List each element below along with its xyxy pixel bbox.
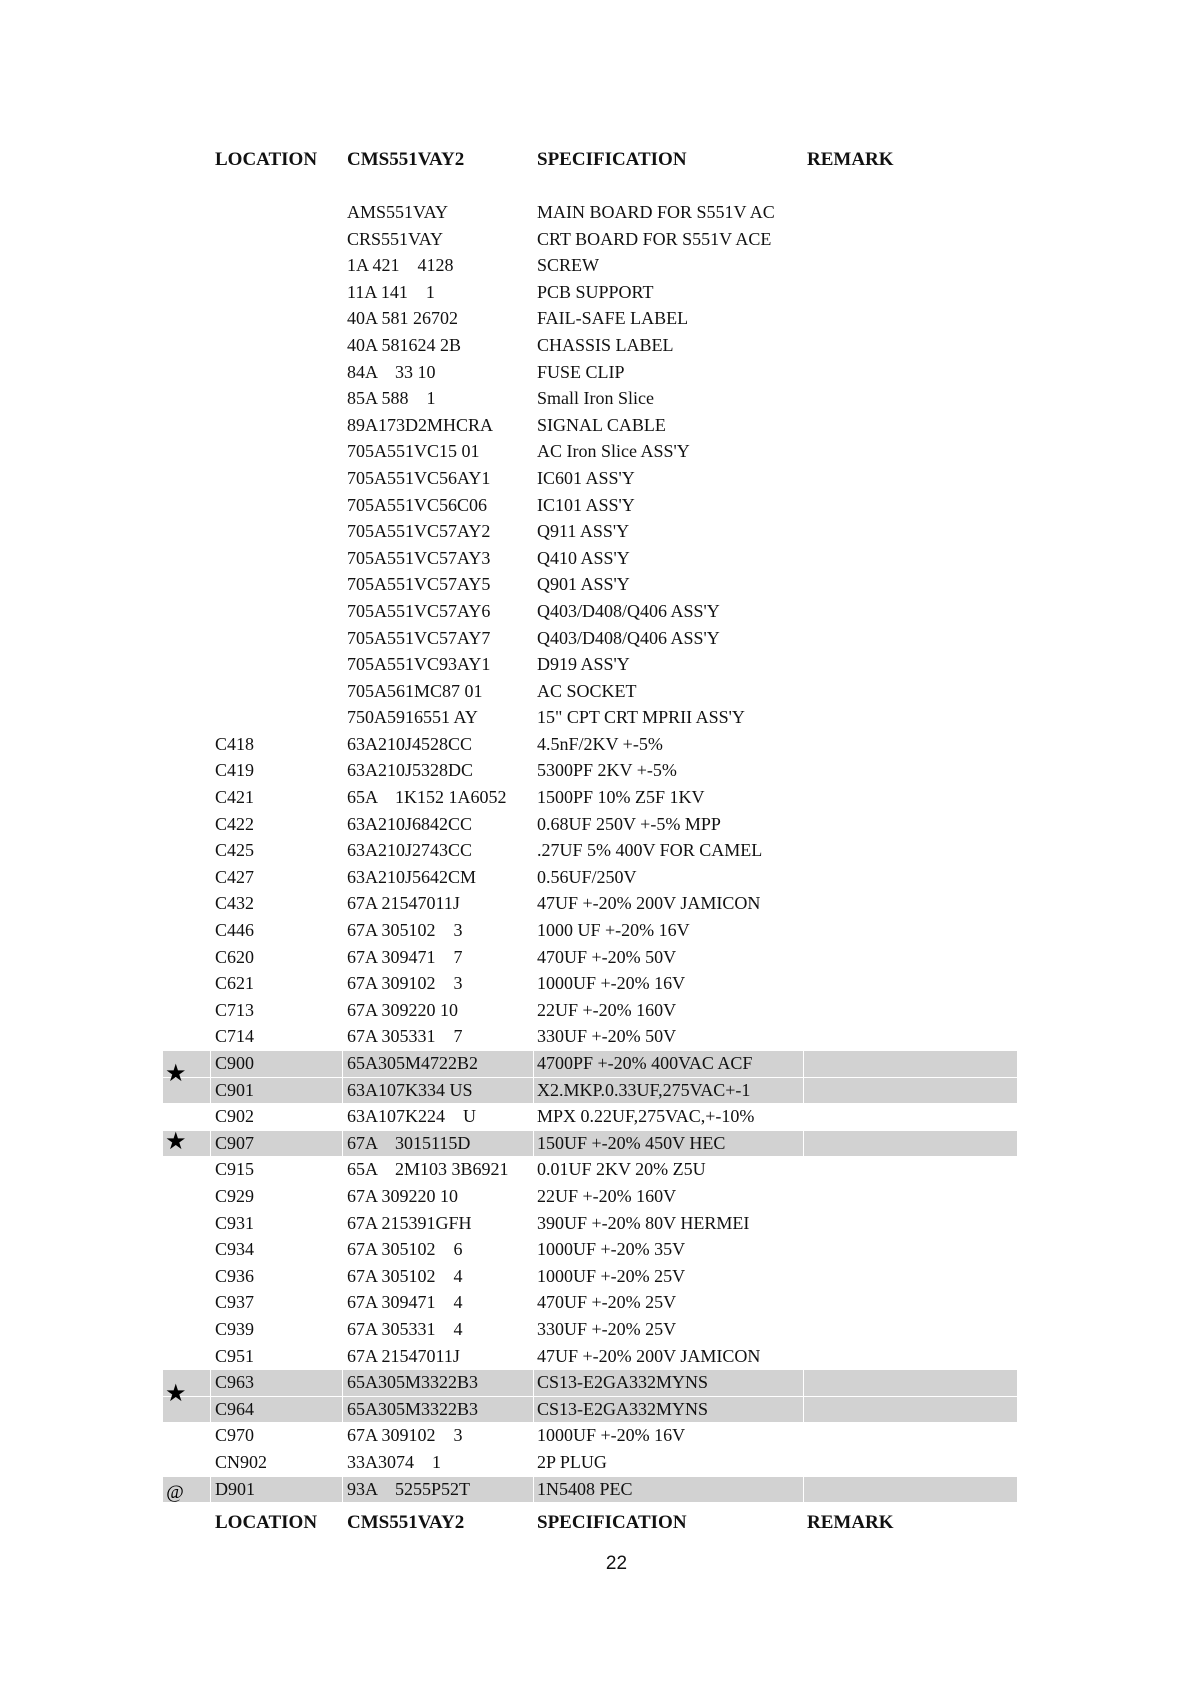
row-part-number: 63A210J6842CC xyxy=(347,813,473,834)
row-part-number: 40A 581 26702 xyxy=(347,308,459,329)
row-location: C937 xyxy=(215,1292,255,1313)
row-part-number: 67A 3015115D xyxy=(347,1132,471,1153)
table-row xyxy=(0,970,1191,997)
row-specification: 4700PF +-20% 400VAC ACF xyxy=(537,1053,753,1073)
table-row xyxy=(0,678,1191,705)
table-row xyxy=(0,1236,1191,1263)
table-row xyxy=(0,704,1191,731)
row-specification: Q901 ASS'Y xyxy=(537,574,630,595)
row-location: C418 xyxy=(215,733,255,754)
row-specification: AC SOCKET xyxy=(537,680,637,701)
table-row xyxy=(0,492,1191,519)
footer-header-location: LOCATION xyxy=(215,1512,318,1533)
table-row xyxy=(0,305,1191,332)
table-row xyxy=(0,1103,1191,1130)
row-specification: PCB SUPPORT xyxy=(537,281,654,302)
table-row xyxy=(0,944,1191,971)
row-specification: .27UF 5% 400V FOR CAMEL xyxy=(537,840,763,861)
row-part-number: 63A107K224 U xyxy=(347,1106,476,1127)
table-row xyxy=(0,811,1191,838)
row-specification: FAIL-SAFE LABEL xyxy=(537,308,689,329)
cell-divider xyxy=(803,1397,804,1423)
row-location: C951 xyxy=(215,1345,255,1366)
footer-header-part-number: CMS551VAY2 xyxy=(347,1512,465,1533)
row-specification: 0.01UF 2KV 20% Z5U xyxy=(537,1159,706,1180)
cell-divider xyxy=(342,1078,343,1104)
row-part-number: 705A551VC57AY3 xyxy=(347,547,491,568)
table-row xyxy=(0,837,1191,864)
table-row xyxy=(0,226,1191,253)
star-mark-c907: ★ xyxy=(165,1127,187,1155)
row-part-number: 705A551VC57AY7 xyxy=(347,627,491,648)
table-row xyxy=(0,545,1191,572)
table-row xyxy=(0,757,1191,784)
row-location: C421 xyxy=(215,787,255,808)
cell-divider xyxy=(803,1051,804,1077)
star-mark-c900-c901: ★ xyxy=(165,1059,187,1087)
cell-divider xyxy=(342,1370,343,1396)
row-part-number: 11A 141 1 xyxy=(347,281,435,302)
cell-divider xyxy=(210,1131,211,1157)
row-specification: 330UF +-20% 50V xyxy=(537,1026,677,1047)
row-part-number: 65A305M3322B3 xyxy=(347,1372,479,1393)
row-location: C432 xyxy=(215,893,255,914)
row-location: C963 xyxy=(215,1372,255,1393)
row-part-number: 750A5916551 AY xyxy=(347,707,478,728)
row-specification: 15" CPT CRT MPRII ASS'Y xyxy=(537,707,745,728)
cell-divider xyxy=(210,1397,211,1423)
row-specification: 1000 UF +-20% 16V xyxy=(537,920,690,941)
row-part-number: 67A 305102 6 xyxy=(347,1239,463,1260)
row-specification: 390UF +-20% 80V HERMEI xyxy=(537,1212,750,1233)
row-specification: 22UF +-20% 160V xyxy=(537,1185,677,1206)
table-row xyxy=(0,332,1191,359)
row-location: C446 xyxy=(215,920,255,941)
table-row xyxy=(0,1343,1191,1370)
row-specification: CHASSIS LABEL xyxy=(537,334,674,355)
cell-divider xyxy=(533,1051,534,1077)
table-row xyxy=(0,917,1191,944)
row-specification: 47UF +-20% 200V JAMICON xyxy=(537,893,761,914)
row-part-number: 89A173D2MHCRA xyxy=(347,414,494,435)
row-specification: SCREW xyxy=(537,255,600,276)
row-part-number: 67A 215391GFH xyxy=(347,1212,472,1233)
row-specification: D919 ASS'Y xyxy=(537,654,630,675)
parts-table-body xyxy=(0,199,1191,1502)
row-specification: SIGNAL CABLE xyxy=(537,414,666,435)
cell-divider xyxy=(342,1397,343,1423)
row-part-number: 705A551VC15 01 xyxy=(347,441,480,462)
table-row xyxy=(0,412,1191,439)
cell-divider xyxy=(210,1370,211,1396)
row-part-number: 67A 309220 10 xyxy=(347,999,459,1020)
table-header xyxy=(0,147,1191,173)
table-row xyxy=(0,518,1191,545)
row-location: C934 xyxy=(215,1239,255,1260)
cell-divider xyxy=(210,1078,211,1104)
row-part-number: 705A551VC93AY1 xyxy=(347,654,491,675)
table-row xyxy=(0,1263,1191,1290)
row-specification: 1000UF +-20% 25V xyxy=(537,1265,686,1286)
cell-divider xyxy=(342,1131,343,1157)
cell-divider xyxy=(803,1477,804,1503)
page-number: 22 xyxy=(605,1553,628,1574)
row-part-number: 63A210J5328DC xyxy=(347,760,474,781)
row-specification: MAIN BOARD FOR S551V AC xyxy=(537,202,775,222)
row-location: C915 xyxy=(215,1159,255,1180)
row-part-number: 67A 309471 7 xyxy=(347,946,463,967)
row-location: C620 xyxy=(215,946,255,967)
row-part-number: 67A 309102 3 xyxy=(347,973,463,994)
row-location: C901 xyxy=(215,1079,255,1100)
row-specification: CS13-E2GA332MYNS xyxy=(537,1372,709,1393)
row-part-number: 705A551VC56AY1 xyxy=(347,467,491,488)
row-specification: 4.5nF/2KV +-5% xyxy=(537,733,663,754)
row-specification: MPX 0.22UF,275VAC,+-10% xyxy=(537,1106,755,1127)
cell-divider xyxy=(803,1370,804,1396)
cell-divider xyxy=(803,1131,804,1157)
row-part-number: 63A210J4528CC xyxy=(347,733,473,754)
cell-divider xyxy=(210,1051,211,1077)
header-location: LOCATION xyxy=(215,149,318,170)
row-part-number: 705A561MC87 01 xyxy=(347,680,483,701)
row-specification: 0.68UF 250V +-5% MPP xyxy=(537,813,721,834)
table-row xyxy=(0,784,1191,811)
row-part-number: 65A 2M103 3B6921 xyxy=(347,1159,509,1180)
row-location: C419 xyxy=(215,760,255,781)
row-part-number: 705A551VC56C06 xyxy=(347,494,488,515)
row-location: C900 xyxy=(215,1053,255,1073)
at-mark-d901: @ xyxy=(166,1482,184,1503)
cell-divider xyxy=(342,1051,343,1077)
row-location: C939 xyxy=(215,1318,255,1339)
row-location: C425 xyxy=(215,840,255,861)
table-row xyxy=(0,385,1191,412)
row-specification: CRT BOARD FOR S551V ACE xyxy=(537,228,772,249)
table-row xyxy=(0,864,1191,891)
row-part-number: 67A 305102 4 xyxy=(347,1265,463,1286)
table-row xyxy=(0,438,1191,465)
row-location: C713 xyxy=(215,999,255,1020)
row-part-number: 84A 33 10 xyxy=(347,361,436,382)
cell-divider xyxy=(210,1477,211,1503)
row-specification: IC101 ASS'Y xyxy=(537,494,635,515)
row-part-number: 1A 421 4128 xyxy=(347,255,454,276)
row-part-number: 63A107K334 US xyxy=(347,1079,473,1100)
cell-divider xyxy=(533,1131,534,1157)
row-specification: 47UF +-20% 200V JAMICON xyxy=(537,1345,761,1366)
footer-header-remark: REMARK xyxy=(807,1512,894,1533)
row-location: C964 xyxy=(215,1398,255,1419)
table-row xyxy=(0,252,1191,279)
row-location: D901 xyxy=(215,1478,255,1499)
cell-divider xyxy=(533,1477,534,1503)
table-row xyxy=(0,1156,1191,1183)
row-specification: 1N5408 PEC xyxy=(537,1478,633,1499)
row-specification: 2P PLUG xyxy=(537,1451,607,1472)
row-part-number: 33A3074 1 xyxy=(347,1451,441,1472)
row-location: C714 xyxy=(215,1026,255,1047)
row-part-number: 67A 305331 7 xyxy=(347,1026,463,1047)
row-part-number: 67A 309471 4 xyxy=(347,1292,463,1313)
row-specification: 5300PF 2KV +-5% xyxy=(537,760,677,781)
table-row xyxy=(0,1449,1191,1476)
row-specification: 470UF +-20% 50V xyxy=(537,946,677,967)
row-part-number: 93A 5255P52T xyxy=(347,1478,471,1499)
row-specification: X2.MKP.0.33UF,275VAC+-1 xyxy=(537,1079,751,1100)
row-specification: 1000UF +-20% 16V xyxy=(537,1425,686,1446)
row-part-number: 40A 581624 2B xyxy=(347,334,462,355)
table-row xyxy=(0,359,1191,386)
cell-divider xyxy=(533,1078,534,1104)
row-part-number: 67A 21547011J xyxy=(347,893,460,914)
row-specification: Q410 ASS'Y xyxy=(537,547,630,568)
table-row xyxy=(0,1023,1191,1050)
row-part-number: 67A 305102 3 xyxy=(347,920,463,941)
row-part-number: 705A551VC57AY5 xyxy=(347,574,491,595)
row-part-number: 67A 309102 3 xyxy=(347,1425,463,1446)
table-row xyxy=(0,1422,1191,1449)
row-specification: 330UF +-20% 25V xyxy=(537,1318,677,1339)
row-specification: 1000UF +-20% 35V xyxy=(537,1239,686,1260)
header-specification: SPECIFICATION xyxy=(537,149,687,170)
table-row xyxy=(0,571,1191,598)
cell-divider xyxy=(533,1397,534,1423)
row-specification: 150UF +-20% 450V HEC xyxy=(537,1132,726,1153)
row-location: C929 xyxy=(215,1185,255,1206)
row-part-number: 67A 21547011J xyxy=(347,1345,460,1366)
table-row xyxy=(0,1183,1191,1210)
row-part-number: 67A 305331 4 xyxy=(347,1318,463,1339)
row-specification: Q403/D408/Q406 ASS'Y xyxy=(537,600,720,621)
footer-header-specification: SPECIFICATION xyxy=(537,1512,687,1533)
table-row xyxy=(0,997,1191,1024)
row-specification: IC601 ASS'Y xyxy=(537,467,635,488)
row-part-number: 67A 309220 10 xyxy=(347,1185,459,1206)
table-footer-header xyxy=(0,1510,1191,1536)
header-remark: REMARK xyxy=(807,149,894,170)
table-row xyxy=(0,890,1191,917)
cell-divider xyxy=(803,1078,804,1104)
header-part-number: CMS551VAY2 xyxy=(347,149,465,170)
table-row xyxy=(0,1316,1191,1343)
row-location: C907 xyxy=(215,1132,255,1153)
row-specification: 470UF +-20% 25V xyxy=(537,1292,677,1313)
row-part-number: 705A551VC57AY6 xyxy=(347,600,491,621)
row-part-number: AMS551VAY xyxy=(347,202,449,222)
table-row xyxy=(0,1289,1191,1316)
table-row xyxy=(0,465,1191,492)
row-part-number: 85A 588 1 xyxy=(347,388,436,409)
row-specification: 1500PF 10% Z5F 1KV xyxy=(537,787,705,808)
row-specification: FUSE CLIP xyxy=(537,361,625,382)
row-part-number: 65A305M4722B2 xyxy=(347,1053,479,1073)
row-specification: 0.56UF/250V xyxy=(537,866,637,887)
row-part-number: 63A210J2743CC xyxy=(347,840,473,861)
row-part-number: CRS551VAY xyxy=(347,228,444,249)
row-location: CN902 xyxy=(215,1451,268,1472)
table-row xyxy=(0,598,1191,625)
row-location: C422 xyxy=(215,813,255,834)
row-part-number: 63A210J5642CM xyxy=(347,866,477,887)
table-row xyxy=(0,625,1191,652)
table-row xyxy=(0,199,1191,226)
row-specification: CS13-E2GA332MYNS xyxy=(537,1398,709,1419)
row-specification: 1000UF +-20% 16V xyxy=(537,973,686,994)
row-specification: Q911 ASS'Y xyxy=(537,521,630,542)
row-specification: 22UF +-20% 160V xyxy=(537,999,677,1020)
star-mark-c963-c964: ★ xyxy=(165,1379,187,1407)
row-location: C936 xyxy=(215,1265,255,1286)
cell-divider xyxy=(533,1370,534,1396)
cell-divider xyxy=(342,1477,343,1503)
row-location: C621 xyxy=(215,973,255,994)
row-specification: Q403/D408/Q406 ASS'Y xyxy=(537,627,720,648)
row-part-number: 65A305M3322B3 xyxy=(347,1398,479,1419)
table-row xyxy=(0,651,1191,678)
row-location: C970 xyxy=(215,1425,255,1446)
row-part-number: 705A551VC57AY2 xyxy=(347,521,491,542)
row-location: C931 xyxy=(215,1212,255,1233)
row-part-number: 65A 1K152 1A6052 xyxy=(347,787,507,808)
row-location: C902 xyxy=(215,1106,255,1127)
table-row xyxy=(0,731,1191,758)
row-location: C427 xyxy=(215,866,255,887)
row-specification: AC Iron Slice ASS'Y xyxy=(537,441,690,462)
row-specification: Small Iron Slice xyxy=(537,388,654,409)
table-row xyxy=(0,279,1191,306)
table-row xyxy=(0,1210,1191,1237)
